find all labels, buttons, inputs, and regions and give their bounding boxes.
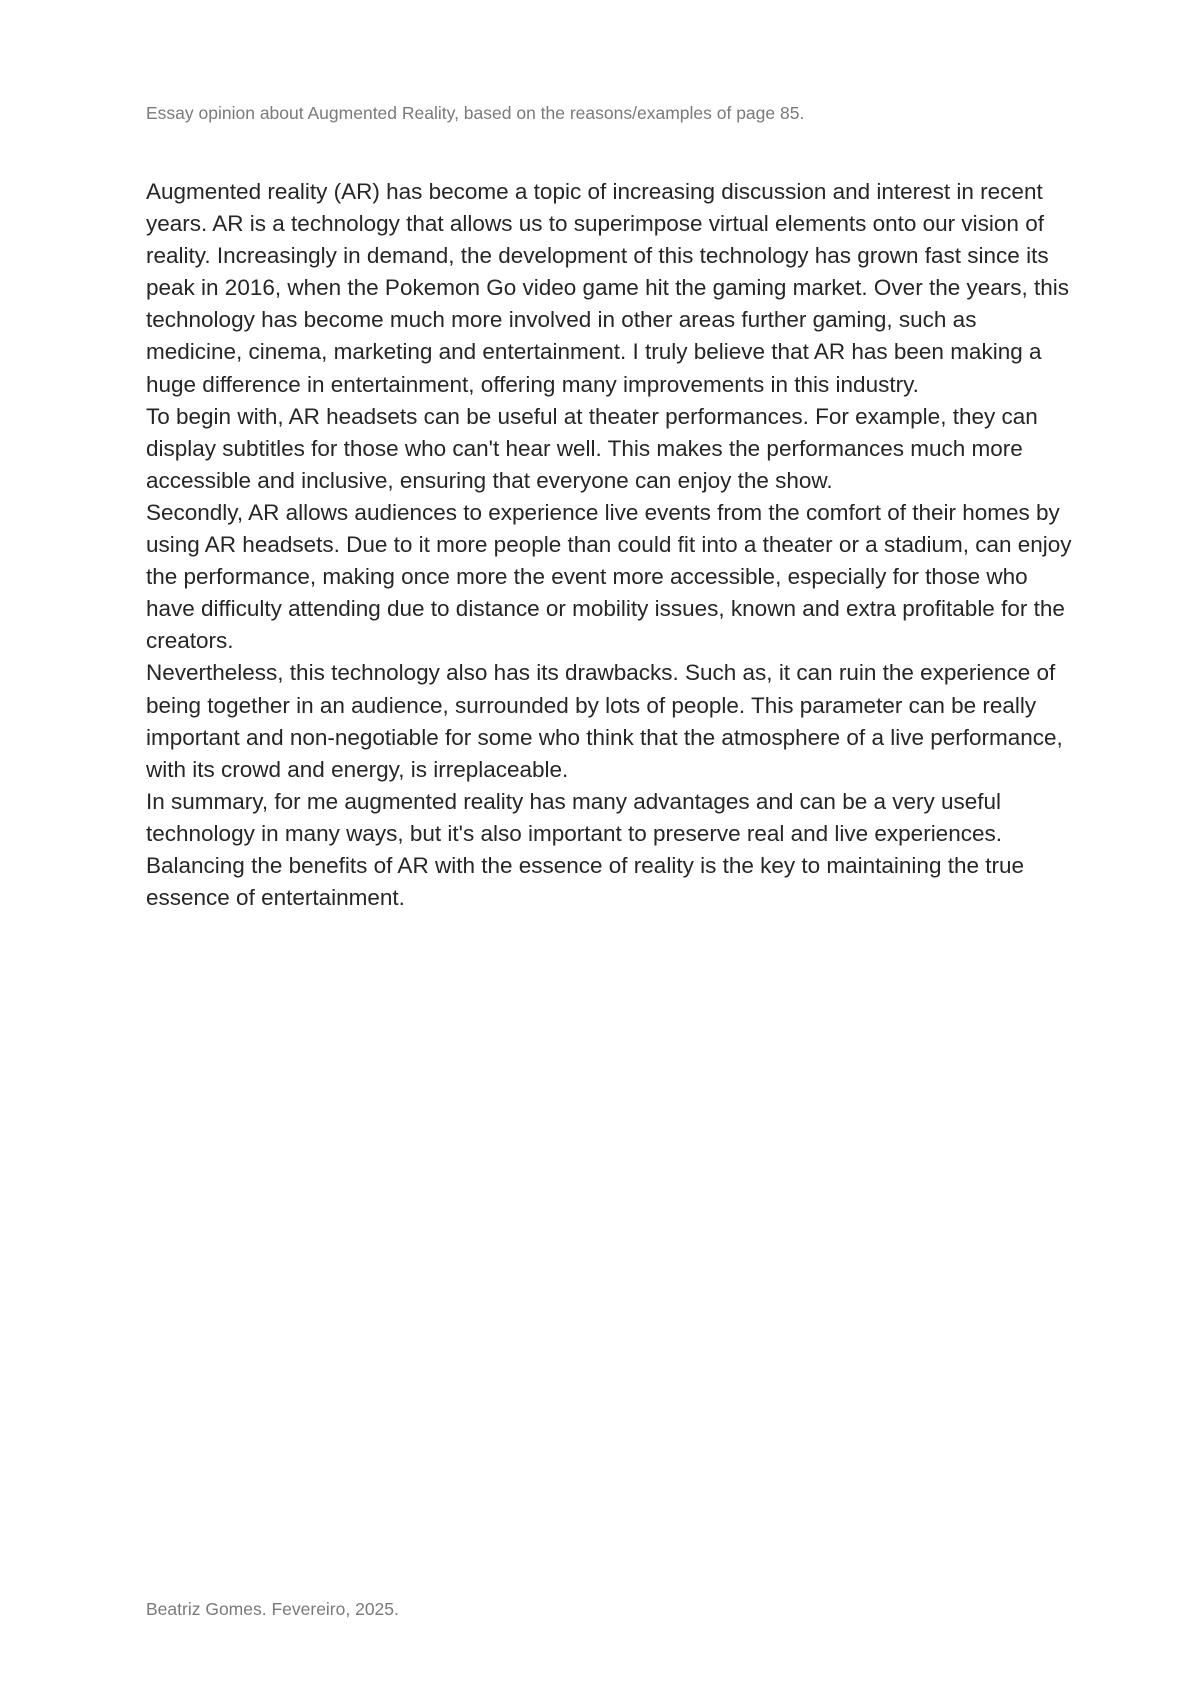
paragraph-drawbacks: Nevertheless, this technology also has its drawbacks. Such as, it can ruin the experience of being together in an audience, surrounded by lots of people. This parameter can be really important and non-negotiable for some who think that the atmosphere of a live performance, with its crowd and energy, is irreplaceable.	[146, 660, 1063, 782]
paragraph-conclusion: In summary, for me augmented reality has many advantages and can be a very useful technology in many ways, but it's also important to preserve real and live experiences. Balancing the benefits of AR with the essence of reality is the key to maintaining the true essence of entertainment.	[146, 788, 1025, 911]
paragraph-theater-subtitles: To begin with, AR headsets can be useful at theater performances. For example, they can display subtitles for those who can't hear well. This makes the performances much more accessible and inclusive, ensuring that everyone can enjoy the show.	[146, 403, 1038, 493]
essay-body	[146, 176, 1076, 914]
paragraph-introduction: Augmented reality (AR) has become a topic of increasing discussion and interest in recent years. AR is a technology that allows us to superimpose virtual elements onto our vision of reality. Increasingly in demand, the development of this technology has grown fast since its peak in 2016, when the Pokemon Go video game hit the gaming market. Over the years, this technology has become much more involved in other areas further gaming, such as medicine, cinema, marketing and entertainment. I truly believe that AR has been making a huge difference in entertainment, offering many improvements in this industry.	[146, 179, 1070, 397]
header-note: Essay opinion about Augmented Reality, based on the reasons/examples of page 85.	[146, 103, 805, 123]
paragraph-live-events: Secondly, AR allows audiences to experience live events from the comfort of their homes by using AR headsets. Due to it more people than could fit into a theater or a stadium, can enjoy the performance, making once more the event more accessible, especially for those who have difficulty attending due to distance or mobility issues, known and extra profitable for the creators.	[146, 499, 1072, 654]
footer-note: Beatriz Gomes. Fevereiro, 2025.	[146, 1599, 399, 1619]
